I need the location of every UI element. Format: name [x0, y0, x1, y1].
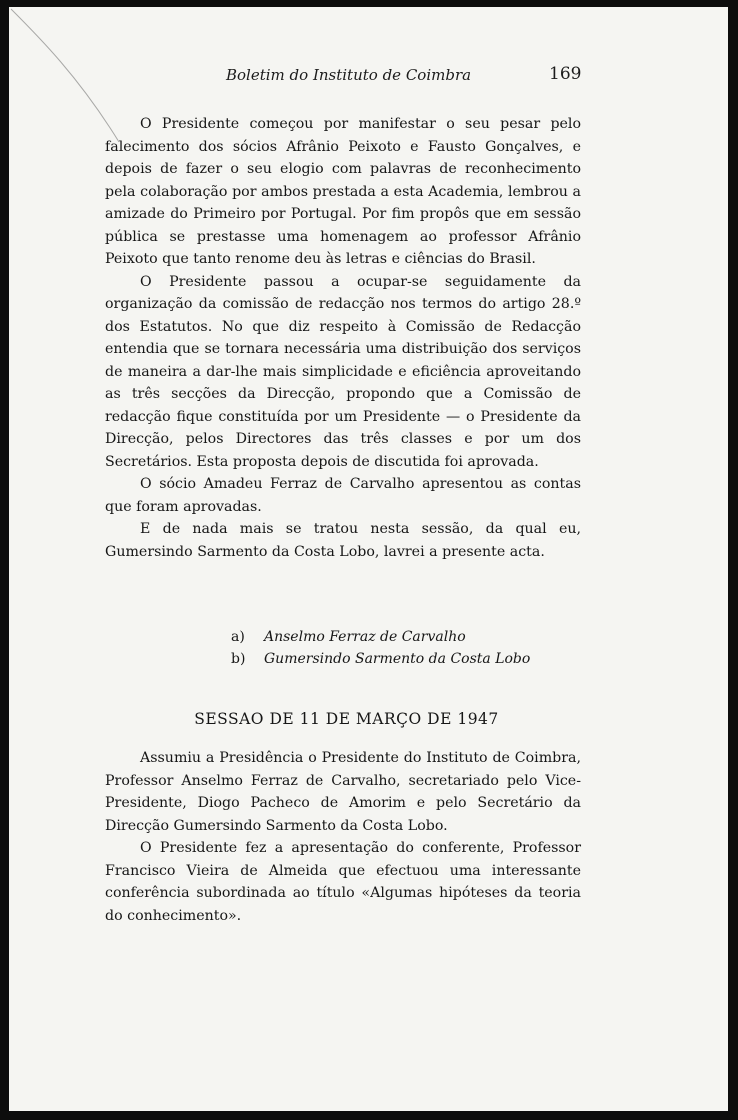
section-heading: SESSAO DE 11 DE MARÇO DE 1947 [194, 710, 499, 728]
running-title: Boletim do Instituto de Coimbra [226, 66, 472, 84]
document-page [9, 7, 728, 1111]
signatures-block [231, 626, 530, 670]
paragraph: O Presidente começou por manifestar o seu pesar pelo falecimento dos sócios Afrânio Peixoto e Fausto Gonçalves, e depois de fazer o seu elogio com palavras de reconhecimento pela colaboração por ambos prestada a esta Academia, lembrou a amizade do Primeiro por Portugal. Por fim propôs que em sessão pública se prestasse uma homenagem ao professor Afrânio Peixoto que tanto renome deu às letras e ciências do Brasil. [105, 116, 581, 267]
signature-letter: a) [231, 629, 245, 645]
signature-name: Gumersindo Sarmento da Costa Lobo [264, 651, 531, 667]
paragraph: O sócio Amadeu Ferraz de Carvalho apresentou as contas que foram aprovadas. [105, 476, 581, 515]
paragraph: O Presidente fez a apresentação do conferente, Professor Francisco Vieira de Almeida que efectuou uma interessante conferência subordinada ao título «Algumas hipóteses da teoria do conhecimento». [105, 840, 581, 924]
paragraph: Assumiu a Presidência o Presidente do Instituto de Coimbra, Professor Anselmo Ferraz de Carvalho, secretariado pelo Vice-Presidente, Diogo Pacheco de Amorim e pelo Secretário da Direcção Gumersindo Sarmento da Costa Lobo. [105, 750, 581, 834]
signature-letter: b) [231, 651, 246, 667]
page-number: 169 [549, 64, 582, 84]
minutes-text [105, 113, 581, 563]
signature-name: Anselmo Ferraz de Carvalho [264, 629, 466, 645]
session-text [105, 747, 581, 927]
paragraph: O Presidente passou a ocupar-se seguidamente da organização da comissão de redacção nos termos do artigo 28.º dos Estatutos. No que diz respeito à Comissão de Redacção entendia que se tornara necessária uma distribuição dos serviços de maneira a dar-lhe mais simplicidade e eficiência aproveitando as três secções da Direcção, propondo que a Comissão de redacção fique constituída por um Presidente — o Presidente da Direcção, pelos Directores das três classes e por um dos Secretários. Esta proposta depois de discutida foi aprovada. [105, 273, 581, 470]
page-header [9, 64, 728, 88]
signature-line [231, 648, 530, 670]
signature-line [231, 626, 530, 648]
paragraph: E de nada mais se tratou nesta sessão, da qual eu, Gumersindo Sarmento da Costa Lobo, lavrei a presente acta. [105, 521, 581, 560]
